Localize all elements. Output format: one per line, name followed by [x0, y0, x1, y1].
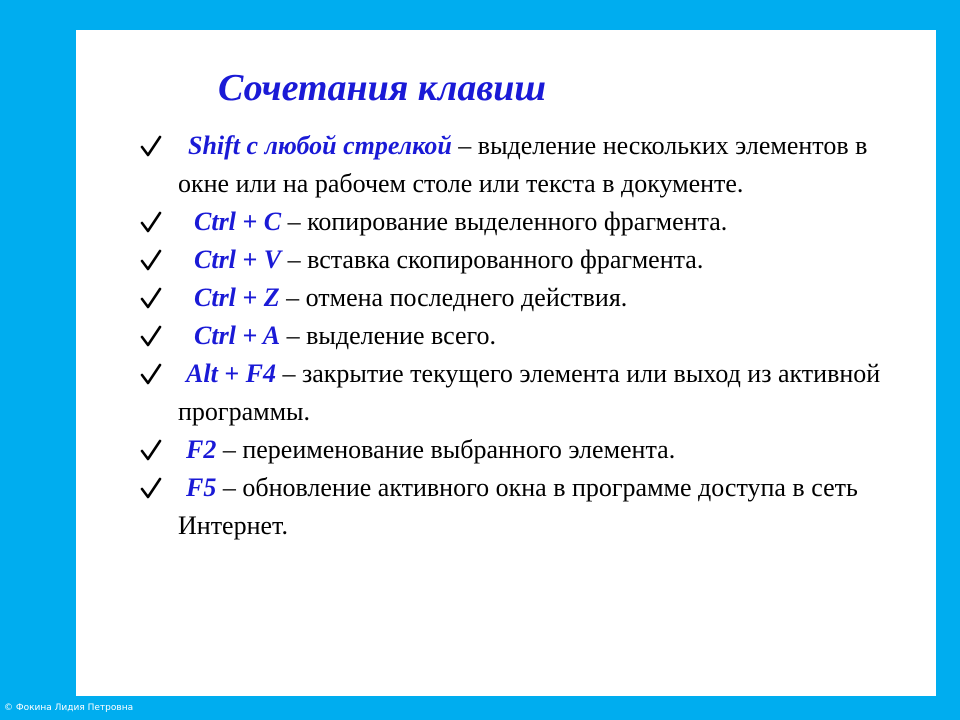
shortcut-description: – выделение нескольких элементов в окне или на рабочем столе или текста в документе.: [178, 131, 868, 198]
slide-title: Сочетания клавиш: [218, 67, 547, 109]
checkmark-icon: [140, 204, 162, 240]
checkmark-icon: [140, 318, 162, 354]
list-item: [140, 431, 920, 469]
list-item: [140, 279, 920, 317]
list-item: [140, 127, 920, 203]
shortcut-key: F5: [186, 473, 217, 502]
checkmark-icon: [140, 280, 162, 316]
list-item: [140, 241, 920, 279]
shortcut-description: – вставка скопированного фрагмента.: [281, 245, 704, 274]
list-item: [140, 317, 920, 355]
checkmark-icon: [140, 242, 162, 278]
shortcut-key: F2: [186, 435, 217, 464]
shortcut-key: Shift с любой стрелкой: [188, 131, 452, 160]
shortcut-key: Ctrl + V: [194, 245, 282, 274]
slide-panel: [76, 30, 936, 696]
checkmark-icon: [140, 128, 162, 164]
list-item: [140, 355, 920, 431]
shortcut-key: Ctrl + Z: [194, 283, 280, 312]
shortcut-description: – переименование выбранного элемента.: [216, 435, 676, 464]
list-item: [140, 203, 920, 241]
copyright-footer: © Фокина Лидия Петровна: [4, 703, 134, 713]
shortcut-key: Alt + F4: [186, 359, 276, 388]
shortcut-description: – закрытие текущего элемента или выход из активной программы.: [178, 359, 881, 426]
shortcut-description: – копирование выделенного фрагмента.: [281, 207, 728, 236]
checkmark-icon: [140, 470, 162, 506]
checkmark-icon: [140, 356, 162, 392]
shortcut-key: Ctrl + C: [194, 207, 282, 236]
shortcut-description: – отмена последнего действия.: [279, 283, 628, 312]
shortcut-description: – обновление активного окна в программе доступа в сеть Интернет.: [178, 473, 858, 540]
shortcut-key: Ctrl + A: [194, 321, 281, 350]
shortcut-description: – выделение всего.: [280, 321, 497, 350]
shortcut-list: [140, 127, 920, 545]
checkmark-icon: [140, 432, 162, 468]
list-item: [140, 469, 920, 545]
